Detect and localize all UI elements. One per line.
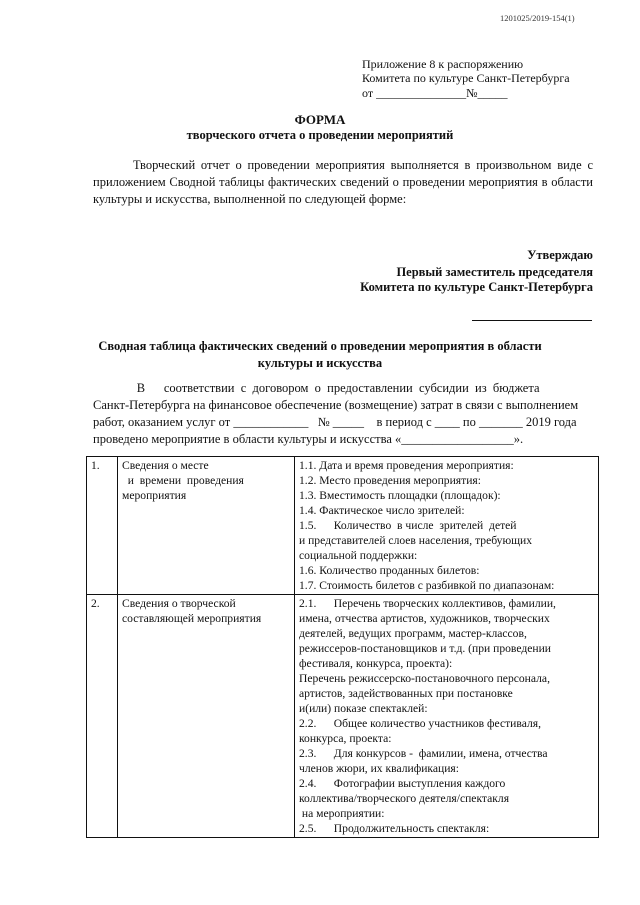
row-section: [118, 457, 295, 595]
intro-paragraph: [93, 157, 593, 208]
row-number: 1.: [87, 457, 118, 595]
table-title: [0, 338, 640, 372]
section-line: и времени проведения: [122, 474, 244, 487]
form-subtitle: творческого отчета о проведении мероприятий: [186, 128, 454, 142]
approval-line-1: Утверждаю: [527, 248, 593, 262]
item-line: режиссеров-постановщиков и т.д. (при проведении: [299, 642, 551, 655]
row-items: [295, 457, 599, 595]
section-line: Сведения о месте: [122, 459, 209, 472]
item-line: 1.2. Место проведения мероприятия:: [299, 474, 481, 487]
annex-line-2: Комитета по культуре Санкт-Петербурга: [362, 71, 570, 85]
item-line: конкурса, проекта:: [299, 732, 392, 745]
item-line: 1.1. Дата и время проведения мероприятия:: [299, 459, 514, 472]
section-line: мероприятия: [122, 489, 187, 502]
item-line: членов жюри, их квалификация:: [299, 762, 459, 775]
annex-line-1: Приложение 8 к распоряжению: [362, 57, 524, 71]
summary-table: [86, 456, 599, 838]
section-line: составляющей мероприятия: [122, 612, 262, 625]
approval-line-2: Первый заместитель председателя: [396, 265, 593, 279]
row-items: [295, 595, 599, 838]
item-line: имена, отчества артистов, художников, творческих: [299, 612, 550, 625]
item-line: 2.4. Фотографии выступления каждого: [299, 777, 506, 790]
signature-line: [472, 320, 592, 321]
item-line: фестиваля, конкурса, проекта):: [299, 657, 453, 670]
item-line: 2.1. Перечень творческих коллективов, фамилии,: [299, 597, 556, 610]
body-line: В соответствии с договором о предоставлении субсидии из бюджета: [93, 381, 540, 395]
item-line: артистов, задействованных при постановке: [299, 687, 513, 700]
document-id: 1201025/2019-154(1): [500, 13, 575, 23]
row-number: 2.: [87, 595, 118, 838]
item-line: 2.3. Для конкурсов - фамилии, имена, отчества: [299, 747, 548, 760]
body-line: Санкт-Петербурга на финансовое обеспечение (возмещение) затрат в связи с выполнением: [93, 398, 579, 412]
table-title-text: Сводная таблица фактических сведений о проведении мероприятия в области культуры и искусства: [98, 339, 542, 370]
item-line: деятелей, ведущих программ, мастер-классов,: [299, 627, 527, 640]
item-line: 1.3. Вместимость площадки (площадок):: [299, 489, 501, 502]
intro-text: Творческий отчет о проведении мероприятия выполняется в произвольном виде с приложением Сводной таблицы фактических сведений о проведении мероприятия в области культуры и искусства, выполненной по следующей форме:: [93, 158, 593, 206]
body-paragraph: [93, 380, 593, 448]
item-line: на мероприятии:: [299, 807, 385, 820]
body-line: работ, оказанием услуг от ____________ № _____ в период с ____ по _______ 2019 года: [93, 415, 577, 429]
item-line: коллектива/творческого деятеля/спектакля: [299, 792, 510, 805]
item-line: 1.5. Количество в числе зрителей детей: [299, 519, 517, 532]
item-line: 1.7. Стоимость билетов с разбивкой по диапазонам:: [299, 579, 555, 592]
item-line: и представителей слоев населения, требующих: [299, 534, 533, 547]
item-line: Перечень режиссерско-постановочного персонала,: [299, 672, 550, 685]
item-line: 2.2. Общее количество участников фестиваля,: [299, 717, 541, 730]
approval-line-3: Комитета по культуре Санкт-Петербурга: [360, 280, 593, 294]
item-line: 1.4. Фактическое число зрителей:: [299, 504, 465, 517]
item-line: 2.5. Продолжительность спектакля:: [299, 822, 490, 835]
item-line: и(или) показе спектаклей:: [299, 702, 428, 715]
item-line: 1.6. Количество проданных билетов:: [299, 564, 480, 577]
body-line: проведено мероприятие в области культуры и искусства «__________________».: [93, 432, 524, 446]
annex-line-3: от _______________№_____: [362, 86, 508, 100]
table-row: [87, 457, 599, 595]
table-row: [87, 595, 599, 838]
section-line: Сведения о творческой: [122, 597, 236, 610]
row-section: [118, 595, 295, 838]
form-title: ФОРМА: [294, 112, 346, 127]
item-line: социальной поддержки:: [299, 549, 418, 562]
